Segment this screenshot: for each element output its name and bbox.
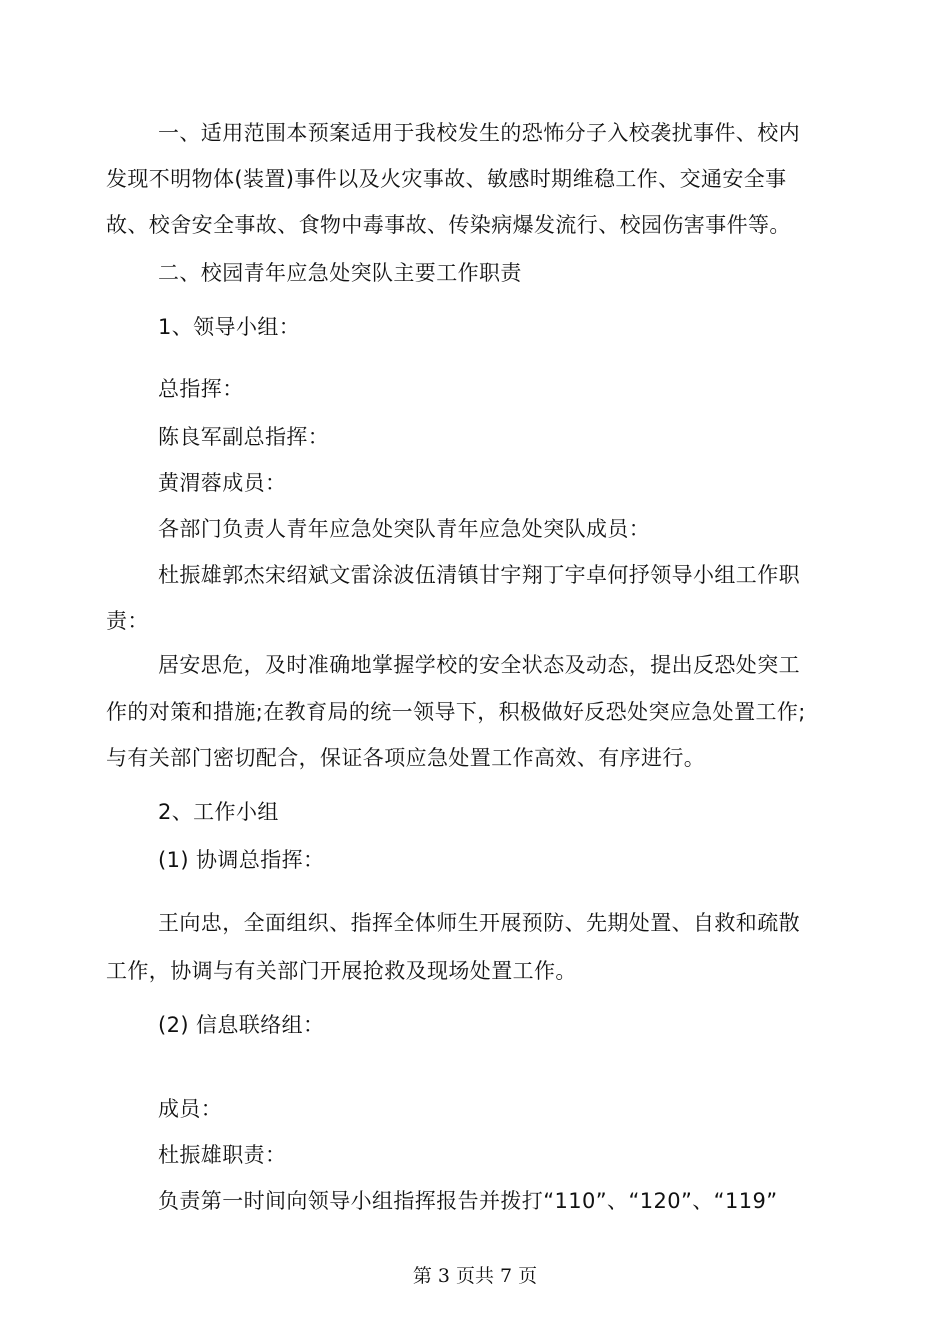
- text-line: 陈良军副总指挥：: [158, 425, 330, 449]
- section-heading: 二、校园青年应急处突队主要工作职责: [158, 261, 522, 285]
- text-line: 发现不明物体(装置)事件以及火灾事故、敏感时期维稳工作、交通安全事: [106, 167, 787, 191]
- text-line: 负责第一时间向领导小组指挥报告并拨打“110”、“120”、“119”: [158, 1189, 778, 1213]
- page-number-footer: 第 3 页共 7 页: [412, 1265, 538, 1287]
- text-line: 成员：: [158, 1097, 223, 1121]
- text-line: 工作，协调与有关部门开展抢救及现场处置工作。: [106, 959, 577, 983]
- text-line: 杜振雄职责：: [158, 1143, 287, 1167]
- subsection-heading: 2、工作小组: [158, 800, 279, 824]
- text-line: 居安思危，及时准确地掌握学校的安全状态及动态，提出反恐处突工: [158, 653, 800, 677]
- text-line: 各部门负责人青年应急处突队青年应急处突队成员：: [158, 517, 651, 541]
- text-line: 王向忠，全面组织、指挥全体师生开展预防、先期处置、自救和疏散: [158, 911, 800, 935]
- text-line: 与有关部门密切配合，保证各项应急处置工作高效、有序进行。: [106, 746, 706, 770]
- text-line: 总指挥：: [158, 377, 244, 401]
- text-line: (1) 协调总指挥：: [158, 848, 325, 872]
- text-line: 一、适用范围本预案适用于我校发生的恐怖分子入校袭扰事件、校内: [158, 121, 800, 145]
- text-line: 作的对策和措施;在教育局的统一领导下，积极做好反恐处突应急处置工作;: [106, 700, 806, 724]
- text-line: (2) 信息联络组：: [158, 1013, 325, 1037]
- text-line: 杜振雄郭杰宋绍斌文雷涂波伍清镇甘宇翔丁宇卓何抒领导小组工作职: [158, 563, 800, 587]
- subsection-heading: 1、领导小组：: [158, 315, 301, 339]
- text-line: 故、校舍安全事故、食物中毒事故、传染病爆发流行、校园伤害事件等。: [106, 213, 791, 237]
- text-line: 黄渭蓉成员：: [158, 471, 287, 495]
- text-line: 责：: [106, 609, 149, 633]
